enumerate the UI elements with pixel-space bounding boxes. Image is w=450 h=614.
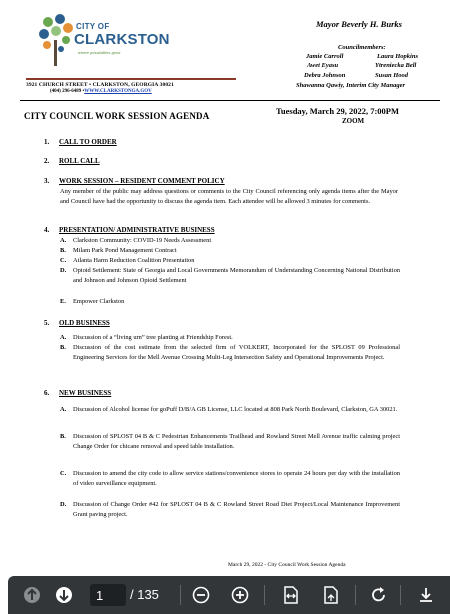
item-text: Milam Park Pond Management Contract (73, 247, 177, 254)
agenda-title: CITY COUNCIL WORK SESSION AGENDA (24, 111, 210, 121)
arrow-down-icon (55, 586, 73, 604)
agenda-item (60, 405, 400, 415)
item-text: Discussion of Alcohol license for goPuff D/B/A GB License, LLC located at 808 Park North Boulevard, Clarkston, GA 30021. (73, 406, 398, 413)
item-text: Atlanta Harm Reduction Coalition Presentation (73, 257, 195, 264)
agenda-section (44, 226, 215, 234)
item-text: Discussion of Change Order #42 for SPLOST 04 B & C Rowland Street Road Diet Project/Local Maintenance Improvement Grant paving project. (73, 501, 400, 518)
item-text: Discussion to amend the city code to allow service stations/convenience stores to operate 24 hours per day with the installation of video surveillance equipment. (73, 470, 400, 487)
minus-circle-icon (192, 586, 210, 604)
agenda-item (60, 432, 400, 451)
section-number: 5. (44, 319, 50, 327)
item-letter: B. (60, 433, 66, 440)
download-button[interactable] (416, 585, 436, 605)
city-logo (36, 14, 170, 70)
logo-tagline: where possibilities grow (78, 50, 121, 55)
item-text: Empower Clarkston (73, 298, 125, 305)
item-text: Clarkston Community: COVID-19 Needs Assessment (73, 237, 212, 244)
item-letter: A. (60, 237, 67, 244)
item-text: Discussion of SPLOST 04 B & C Pedestrian Enhancements Trailhead and Rowland Street Mell Avenue traffic calming project Change Order for chicane removal and speed table installation. (73, 433, 400, 450)
page-total: / 135 (130, 587, 159, 602)
agenda-location: ZOOM (342, 117, 365, 125)
previous-page-button[interactable] (22, 585, 42, 605)
zoom-in-button[interactable] (230, 585, 250, 605)
agenda-item (60, 469, 400, 488)
councilmember: Awet Eyasu (307, 62, 339, 69)
item-letter: C. (60, 470, 67, 477)
agenda-section (44, 389, 111, 397)
councilmember: Ytreniecka Bell (375, 62, 417, 69)
address-rule (26, 78, 236, 80)
agenda-item (60, 343, 400, 362)
section-heading: WORK SESSION – RESIDENT COMMENT POLICY (59, 177, 225, 185)
city-website-link[interactable]: WWW.CLARKSTONGA.GOV (84, 89, 152, 94)
two-page-view-button[interactable] (321, 585, 341, 605)
agenda-date: Tuesday, March 29, 2022, 7:00PM (276, 106, 400, 116)
rotate-icon (370, 586, 388, 604)
city-contact (50, 89, 152, 94)
header-rule (20, 100, 440, 101)
logo-name: CLARKSTON (74, 31, 170, 48)
download-icon (417, 586, 435, 604)
zoom-out-button[interactable] (191, 585, 211, 605)
item-letter: D. (60, 501, 67, 508)
rotate-button[interactable] (369, 585, 389, 605)
section-heading: CALL TO ORDER (59, 138, 117, 146)
council-heading: Councilmembers: (338, 44, 386, 51)
agenda-item (60, 266, 400, 285)
city-manager: Shawanna Qawiy, Interim City Manager (296, 82, 406, 89)
arrow-up-icon (23, 586, 41, 604)
councilmember: Debra Johnson (304, 72, 346, 79)
fit-page-icon (283, 586, 299, 604)
item-letter: A. (60, 406, 67, 413)
agenda-item (60, 256, 400, 266)
item-text: Discussion of a “living urn” tree planting at Friendship Forest. (73, 334, 233, 341)
section-heading: ROLL CALL (59, 157, 100, 165)
section-description: Any member of the public may address questions or comments to the City Council referencing only agenda items after the Mayor and Council have had the opportunity to discuss the agenda item. Each attendee will be allowed 3 minutes for comments. (60, 188, 398, 205)
section-heading: OLD BUSINESS (59, 319, 110, 327)
next-page-button[interactable] (54, 585, 74, 605)
section-number: 1. (44, 138, 50, 146)
councilmember: Laura Hopkins (377, 53, 418, 60)
tree-logo-icon (36, 14, 76, 70)
item-letter: B. (60, 247, 66, 254)
mayor-name: Mayor Beverly H. Burks (316, 19, 402, 29)
toolbar-divider (264, 585, 265, 605)
agenda-item (60, 500, 400, 519)
city-phone: (404) 296-6489 • (50, 89, 85, 94)
section-number: 4. (44, 226, 50, 234)
document-icon (323, 586, 339, 604)
city-address: 3921 CHURCH STREET • CLARKSTON, GEORGIA 30021 (26, 82, 174, 88)
toolbar-divider (180, 585, 181, 605)
agenda-item (60, 333, 400, 343)
item-text: Discussion of the cost estimate from the selected firm of VOLKERT, Incorporated for the SPLOST 09 Professional Engineering Services for the Mell Avenue Crossing Multi-Leg Intersection Safety and Operational Improvements Project. (73, 344, 400, 361)
item-letter: C. (60, 257, 67, 264)
plus-circle-icon (231, 586, 249, 604)
toolbar-divider (400, 585, 401, 605)
agenda-section (44, 319, 110, 327)
item-letter: E. (60, 298, 66, 305)
section-number: 2. (44, 157, 50, 165)
agenda-item (60, 297, 400, 307)
section-number: 6. (44, 389, 50, 397)
item-letter: A. (60, 334, 67, 341)
logo-city-of: CITY OF (76, 22, 110, 31)
agenda-section (44, 157, 100, 165)
item-letter: B. (60, 344, 66, 351)
section-heading: PRESENTATION/ ADMINISTRATIVE BUSINESS (59, 226, 215, 234)
agenda-section (44, 177, 225, 185)
item-text: Opioid Settlement: State of Georgia and Local Governments Memorandum of Understanding Concerning National Distribution and Johnson and Johnson Opioid Settlement (73, 267, 400, 284)
councilmember: Susan Hood (375, 72, 409, 79)
section-number: 3. (44, 177, 50, 185)
agenda-item (60, 246, 400, 256)
pdf-toolbar (8, 576, 450, 614)
page-number-input[interactable] (90, 584, 126, 606)
section-heading: NEW BUSINESS (59, 389, 112, 397)
fit-to-page-button[interactable] (281, 585, 301, 605)
toolbar-divider (355, 585, 356, 605)
councilmember: Jamie Carroll (306, 53, 344, 60)
item-letter: D. (60, 267, 67, 274)
page-footer: March 29, 2022 - City Council Work Session Agenda (228, 562, 346, 568)
agenda-section (44, 138, 117, 146)
agenda-item (60, 236, 400, 246)
